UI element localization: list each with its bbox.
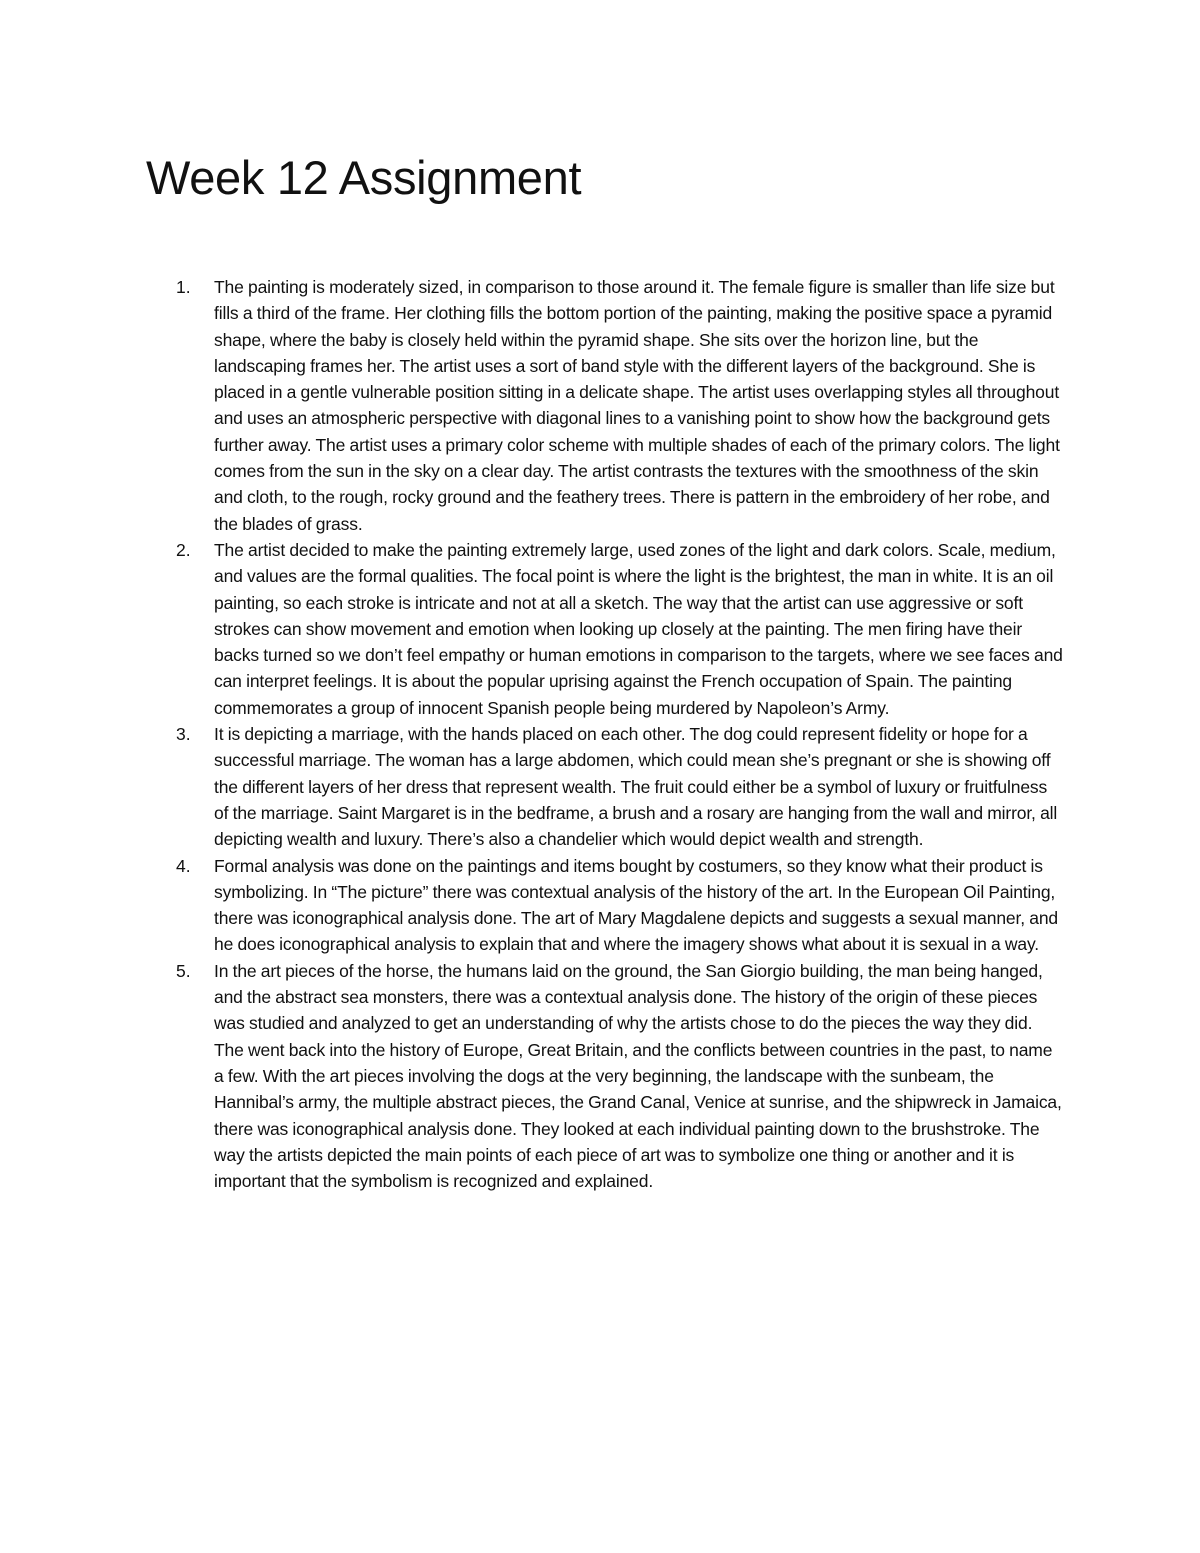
answer-text: The painting is moderately sized, in comparison to those around it. The female figure is smaller than life size but fills a third of the frame. Her clothing fills the bottom portion of the painting, making the positive space a pyramid shape, where the baby is closely held within the pyramid shape. She sits over the horizon line, but the landscaping frames her. The artist uses a sort of band style with the different layers of the background. She is placed in a gentle vulnerable position sitting in a delicate shape. The artist uses overlapping styles all throughout and uses an atmospheric perspective with diagonal lines to a vanishing point to show how the background gets further away. The artist uses a primary color scheme with multiple shades of each of the primary colors. The light comes from the sun in the sky on a clear day. The artist contrasts the textures with the smoothness of the skin and cloth, to the rough, rocky ground and the feathery trees. There is pattern in the embroidery of her robe, and the blades of grass. bbox=[214, 277, 1060, 534]
answer-text: In the art pieces of the horse, the humans laid on the ground, the San Giorgio building, the man being hanged, and the abstract sea monsters, there was a contextual analysis done. The history of the origin of these pieces was studied and analyzed to get an understanding of why the artists chose to do the pieces the way they did. The went back into the history of Europe, Great Britain, and the conflicts between countries in the past, to name a few. With the art pieces involving the dogs at the very beginning, the landscape with the sunbeam, the Hannibal’s army, the multiple abstract pieces, the Grand Canal, Venice at sunrise, and the shipwreck in Jamaica, there was iconographical analysis done. They looked at each individual painting down to the brushstroke. The way the artists depicted the main points of each piece of art was to symbolize one thing or another and it is important that the symbolism is recognized and explained. bbox=[214, 960, 1062, 1192]
answer-text: It is depicting a marriage, with the hands placed on each other. The dog could represent fidelity or hope for a successful marriage. The woman has a large abdomen, which could mean she’s pregnant or she is showing off the different layers of her dress that represent wealth. The fruit could either be a symbol of luxury or fruitfulness of the marriage. Saint Margaret is in the bedframe, a brush and a rosary are hanging from the wall and mirror, all depicting wealth and luxury. There’s also a chandelier which would depict wealth and strength. bbox=[214, 724, 1058, 850]
answer-item-4 bbox=[176, 853, 1064, 958]
answer-number: 4. bbox=[176, 855, 191, 876]
answer-text: Formal analysis was done on the paintings and items bought by costumers, so they know what their product is symbolizing. In “The picture” there was contextual analysis of the history of the art. In the European Oil Painting, there was iconographical analysis done. The art of Mary Magdalene depicts and suggests a sexual manner, and he does iconographical analysis to explain that and where the imagery shows what about it is sexual in a way. bbox=[214, 855, 1058, 955]
answer-text: The artist decided to make the painting extremely large, used zones of the light and dark colors. Scale, medium, and values are the formal qualities. The focal point is where the light is the brightest, the man in white. It is an oil painting, so each stroke is intricate and not at all a sketch. The way that the artist can use aggressive or soft strokes can show movement and emotion when looking up closely at the painting. The men firing have their backs turned so we don’t feel empathy or human emotions in comparison to the targets, where we see faces and can interpret feelings. It is about the popular uprising against the French occupation of Spain. The painting commemorates a group of innocent Spanish people being murdered by Napoleon’s Army. bbox=[214, 539, 1063, 718]
answer-number: 2. bbox=[176, 539, 191, 560]
answer-item-2 bbox=[176, 537, 1064, 721]
answer-item-5 bbox=[176, 958, 1064, 1195]
answer-number: 3. bbox=[176, 724, 191, 745]
answer-list bbox=[176, 274, 1064, 1194]
answer-number: 1. bbox=[176, 277, 191, 297]
answer-item-3 bbox=[176, 721, 1064, 852]
answer-item-1 bbox=[176, 274, 1064, 537]
page-title: Week 12 Assignment bbox=[146, 151, 582, 204]
answer-number: 5. bbox=[176, 960, 191, 981]
